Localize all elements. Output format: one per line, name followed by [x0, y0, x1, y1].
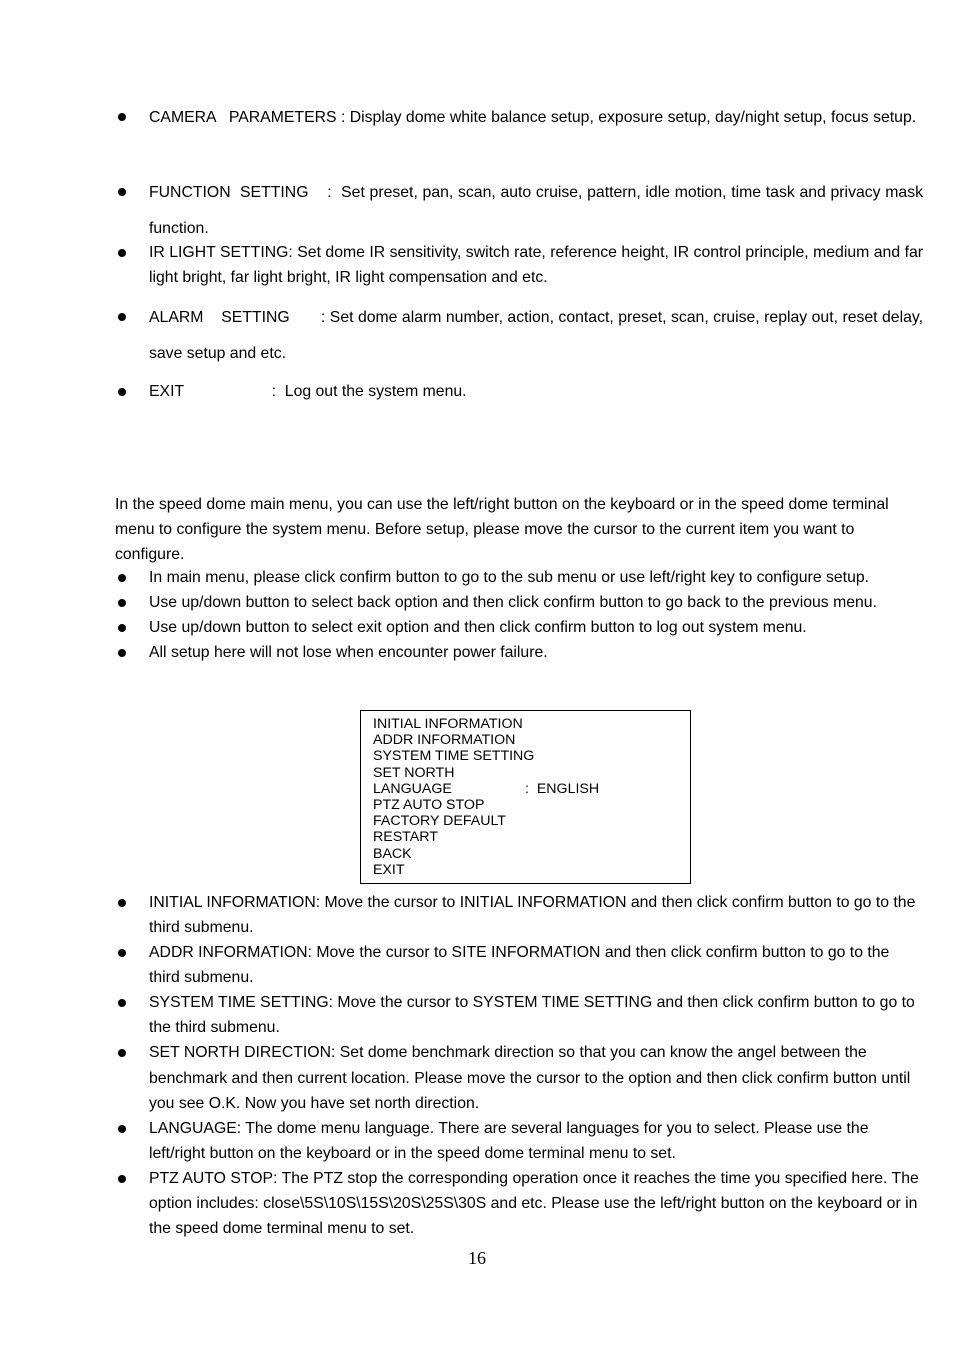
bullet-sep: :	[289, 309, 330, 326]
bullet-sep: :	[183, 383, 285, 400]
bullet-icon	[118, 1125, 126, 1133]
menu-item-label: LANGUAGE	[373, 780, 452, 797]
menu-item-set-north	[373, 765, 690, 781]
system-menu-box	[360, 710, 691, 884]
bullet-icon	[118, 1175, 126, 1183]
menu-item-label: BACK	[373, 845, 412, 862]
bullet-text: All setup here will not lose when encounter power failure.	[149, 644, 548, 661]
bullet-icon	[118, 599, 126, 607]
bullet-text: Set dome IR sensitivity, switch rate, reference height, IR control principle, medium and far light bright, far light bright, IR light compensation and etc.	[149, 244, 924, 286]
bullet-text: SET NORTH DIRECTION: Set dome benchmark direction so that you can know the angel between the benchmark and then current location. Please move the cursor to the option and then click confirm button until you see O.K. Now you have set north direction.	[149, 1044, 911, 1112]
bullet-term: ALARM SETTING	[149, 309, 290, 326]
bullet-icon	[118, 899, 126, 907]
bullet-icon	[118, 574, 126, 582]
menu-item-label: INITIAL INFORMATION	[373, 716, 523, 732]
menu-item-language	[373, 781, 690, 797]
menu-item-addr-information	[373, 732, 690, 748]
bullet-text: INITIAL INFORMATION: Move the cursor to INITIAL INFORMATION and then click confirm button to go to the third submenu.	[149, 894, 916, 936]
menu-item-label: SYSTEM TIME SETTING	[373, 748, 535, 765]
bullet-icon	[118, 999, 126, 1007]
menu-item-label: EXIT	[373, 861, 405, 878]
bullet-icon	[118, 388, 126, 396]
bullet-text: Display dome white balance setup, exposure setup, day/night setup, focus setup.	[349, 109, 917, 126]
menu-item-label: RESTART	[373, 829, 438, 846]
menu-item-system-time-setting	[373, 748, 690, 764]
bullet-text: Log out the system menu.	[284, 383, 467, 400]
bullet-text: ADDR INFORMATION: Move the cursor to SITE INFORMATION and then click confirm button to go to the third submenu.	[149, 944, 890, 986]
bullet-text: Set dome alarm number, action, contact, preset, scan, cruise, replay out, reset delay, save setup and etc.	[149, 309, 924, 362]
menu-item-ptz-auto-stop	[373, 797, 690, 813]
bullet-icon	[118, 949, 126, 957]
menu-item-back	[373, 846, 690, 862]
bullet-icon	[118, 113, 126, 121]
menu-item-restart	[373, 829, 690, 845]
menu-item-label: PTZ AUTO STOP	[373, 796, 485, 813]
bullet-text: PTZ AUTO STOP: The PTZ stop the corresponding operation once it reaches the time you specified here. The option includes: close\5S\10S\15S\20S\25S\30S and etc. Please use the left/right button on the keyboard or in the speed dome terminal menu to set.	[149, 1170, 919, 1237]
bullet-icon	[118, 624, 126, 632]
menu-item-exit	[373, 862, 690, 878]
bullet-text: Set preset, pan, scan, auto cruise, pattern, idle motion, time task and privacy mask function.	[149, 184, 923, 237]
menu-item-label: FACTORY DEFAULT	[373, 813, 506, 830]
bullet-term: FUNCTION SETTING	[149, 184, 309, 201]
page-number: 16	[468, 1248, 486, 1268]
menu-item-label: ADDR INFORMATION	[373, 732, 516, 749]
bullet-icon	[118, 313, 126, 321]
bullet-sep: :	[308, 184, 342, 201]
intro-paragraph: In the speed dome main menu, you can use the left/right button on the keyboard or in the speed dome terminal menu to configure the system menu. Before setup, please move the cursor to the current item you want to configure.	[115, 496, 889, 563]
bullet-text: In main menu, please click confirm button to go to the sub menu or use left/right key to configure setup.	[149, 569, 870, 586]
menu-item-initial-information	[373, 716, 690, 732]
bullet-term: CAMERA PARAMETERS	[149, 109, 337, 126]
menu-item-label: SET NORTH	[373, 764, 455, 781]
bullet-text: Use up/down button to select back option and then click confirm button to go back to the previous menu.	[149, 594, 877, 611]
bullet-text: Use up/down button to select exit option and then click confirm button to log out system menu.	[149, 619, 807, 636]
bullet-icon	[118, 1049, 126, 1057]
bullet-icon	[118, 649, 126, 657]
bullet-sep: :	[336, 109, 350, 126]
bullet-term: EXIT	[149, 383, 184, 400]
menu-item-factory-default	[373, 813, 690, 829]
bullet-text: LANGUAGE: The dome menu language. There are several languages for you to select. Please use the left/right button on the keyboard or in the speed dome terminal menu to set.	[149, 1120, 869, 1162]
bullet-term: IR LIGHT SETTING:	[149, 244, 293, 261]
bullet-icon	[118, 249, 126, 257]
menu-item-value: : ENGLISH	[525, 780, 600, 797]
bullet-icon	[118, 188, 126, 196]
bullet-text: SYSTEM TIME SETTING: Move the cursor to SYSTEM TIME SETTING and then click confirm button to go to the third submenu.	[149, 994, 915, 1036]
